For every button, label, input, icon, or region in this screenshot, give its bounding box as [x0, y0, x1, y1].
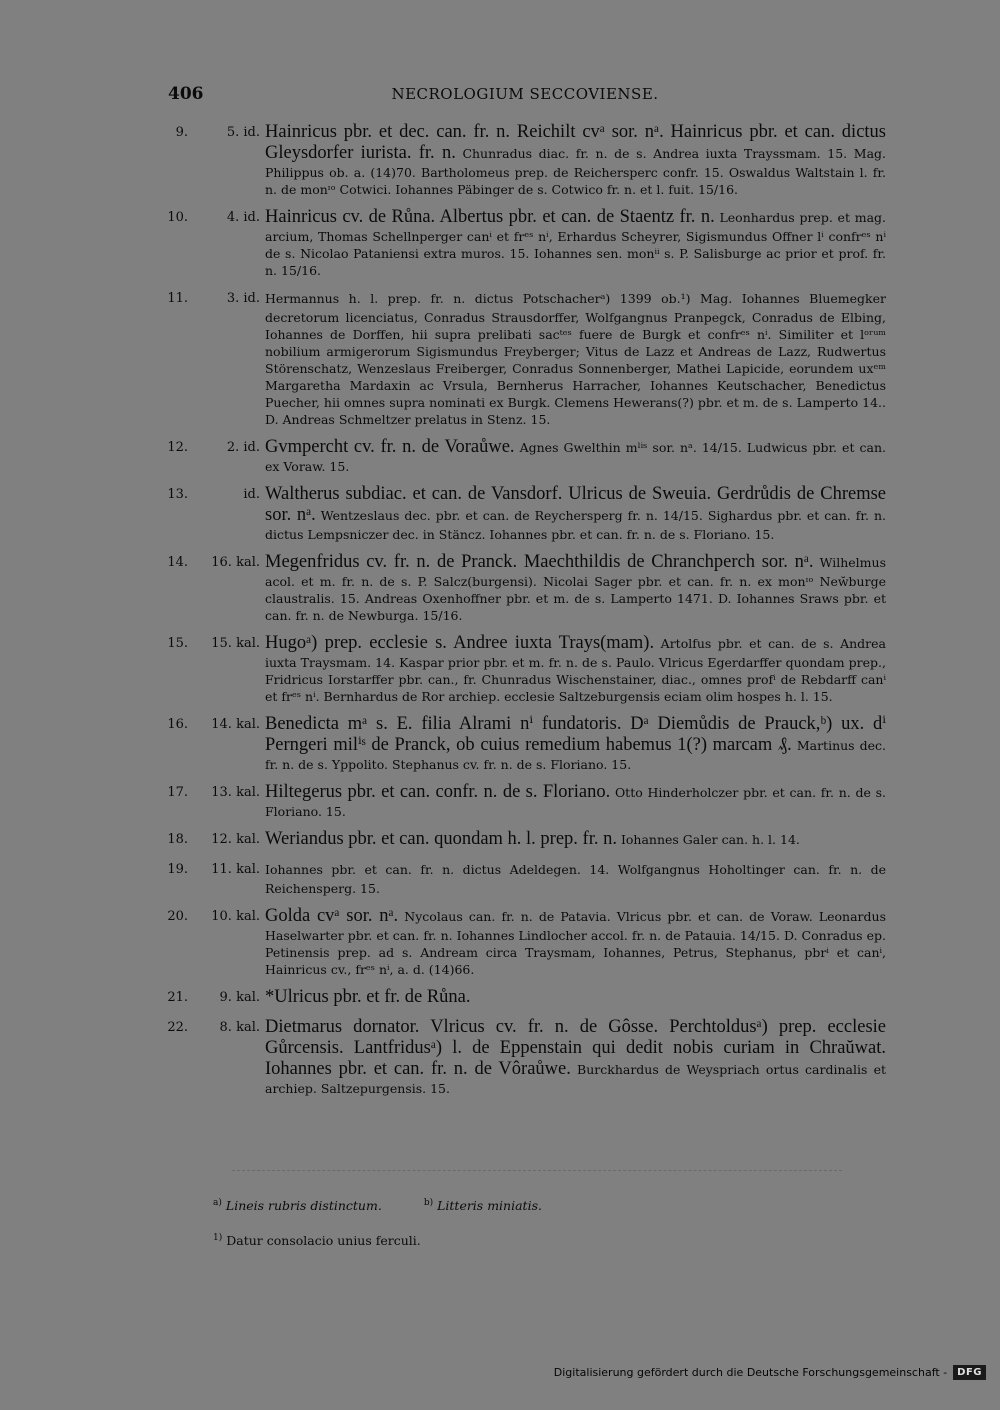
entry-original-text: Hiltegerus pbr. et can. confr. n. de s. Floriano. — [265, 782, 611, 802]
entry-row — [158, 782, 886, 820]
entry-later-additions: Otto Hinderholczer pbr. et can. fr. n. de s. Floriano. 15. — [265, 785, 886, 819]
entry-day-number: 11. — [167, 291, 188, 306]
entry-day-number: 20. — [167, 909, 188, 924]
entry-text — [265, 207, 886, 279]
entry-original-text: Gvmpercht cv. fr. n. de Voraůwe. — [265, 437, 515, 457]
entry-original-text: Hainricus pbr. et dec. can. fr. n. Reichilt cvᵃ sor. nᵃ. Hainricus pbr. et can. dictus Gleysdorfer iurista. fr. n. — [265, 122, 886, 163]
entry-row — [158, 633, 886, 705]
footnote-a-mark: a) — [213, 1198, 222, 1208]
dfg-credit-bar — [554, 1365, 986, 1380]
entry-original-text: Golda cvᵃ sor. nᵃ. — [265, 906, 399, 926]
entry-row — [158, 1017, 886, 1097]
entry-day-number: 12. — [167, 440, 188, 455]
entry-roman-date: 13. kal. — [211, 785, 260, 800]
footnote-a-text: Lineis rubris distinctum. — [225, 1198, 382, 1214]
entry-original-text: Weriandus pbr. et can. quondam h. l. prep. fr. n. — [265, 829, 617, 849]
entry-row — [158, 552, 886, 624]
entry-later-additions: Leonhardus prep. et mag. arcium, Thomas Schellnperger canⁱ et frᵉˢ nⁱ, Erhardus Scheyrer, Sigismundus Offner lⁱ confrᵉˢ nⁱ de s. Nicolao Pataniensi extra muros. 15. Iohannes sen. monⁱⁱ s. P. Salisburge ac prior et prof. fr. n. 15/16. — [265, 210, 886, 278]
entry-day-number: 13. — [167, 487, 188, 502]
entry-list — [158, 122, 886, 1106]
entry-later-additions: Artolfus pbr. et can. de s. Andrea iuxta Traysmam. 14. Kaspar prior pbr. et m. fr. n. de s. Paulo. Vlricus Egerdarffer quondam prep., Fridricus Iorstarffer pbr. can., fr. Chunradus Wischenstainer, diac., omnes profⁱ de Rebdarff canⁱ et frᵉˢ nⁱ. Bernhardus de Ror archiep. ecclesie Saltzeburgensis eciam olim hospes h. l. 15. — [265, 636, 886, 704]
entry-day-number: 9. — [175, 125, 188, 140]
entry-day-number: 15. — [167, 636, 188, 651]
footnote-1-mark: 1) — [213, 1233, 223, 1244]
entry-roman-date: 4. id. — [226, 210, 260, 225]
faint-divider — [232, 1170, 842, 1171]
entry-roman-date: id. — [243, 487, 260, 502]
entry-roman-date: 14. kal. — [211, 717, 260, 732]
footnote-1-text: Datur consolacio unius ferculi. — [226, 1233, 421, 1249]
entry-row — [158, 484, 886, 543]
footnote-b — [424, 1198, 542, 1213]
entry-original-text: Hainricus cv. de Růna. Albertus pbr. et can. de Staentz fr. n. — [265, 207, 715, 227]
entry-day-number: 22. — [167, 1020, 188, 1035]
entry-day-number: 16. — [167, 717, 188, 732]
entry-later-additions: Hermannus h. l. prep. fr. n. dictus Potschacherᵃ) 1399 ob.¹) Mag. Iohannes Bluemegker decretorum licenciatus, Conradus Strausdorffer, Wolfgangnus Pranpegck, Conradus de Elbing, Iohannes de Dorffen, hii supra prelibati sacᵗᵉˢ fuere de Burgk et confrᵉˢ nⁱ. Similiter et lᵒʳᵘᵐ nobilium armigerorum Sigismundus Freyberger; Vitus de Lazz et Andreas de Lazz, Rudwertus Störenschatz, Wenzeslaus Freiberger, Conradus Sonnenberger, Mathei Lapicide, eorundem uxᵉᵐ Margaretha Mardaxin ac Vrsula, Bernherus Harracher, Iohannes Keutschacher, Benedictus Puecher, hii omnes supra nominati ex Burgk. Clemens Hewerans(?) pbr. et m. de s. Lamperto 14.. D. Andreas Schmeltzer prelatus in Stenz. 15. — [265, 291, 886, 427]
entry-later-additions: Wilhelmus acol. et m. fr. n. de s. P. Salcz(burgensi). Nicolai Sager pbr. et can. fr. n. ex monᶦᵒ New̆burge claustralis. 15. Andreas Oxenhoffner pbr. et m. de s. Lamperto 1471. D. Iohannes Sraws pbr. et can. fr. n. de Newburga. 15/16. — [265, 555, 886, 623]
entry-original-text: Dietmarus dornator. Vlricus cv. fr. n. de Gôsse. Perchtoldusᵃ) prep. ecclesie Gůrcensis. Lantfridusᵃ) l. de Eppenstain qui dedit nobis curiam in Chraŭwat. Iohannes pbr. et can. fr. n. de Vôraůwe. — [265, 1017, 886, 1079]
entry-later-additions: Wentzeslaus dec. pbr. et can. de Reychersperg fr. n. 14/15. Sighardus pbr. et can. fr. n. dictus Lempsniczer dec. in Stäncz. Iohannes pbr. et can. fr. n. de s. Floriano. 15. — [265, 508, 886, 542]
entry-row — [158, 714, 886, 773]
entry-day-number: 19. — [167, 862, 188, 877]
entry-row — [158, 437, 886, 475]
entry-text — [265, 288, 886, 428]
entry-roman-date: 11. kal. — [211, 862, 260, 877]
entry-roman-date: 15. kal. — [211, 636, 260, 651]
entry-row — [158, 122, 886, 198]
footnote-row-letters — [213, 1198, 853, 1213]
entry-row — [158, 906, 886, 978]
entry-text — [265, 859, 886, 897]
entry-text — [265, 122, 886, 198]
entry-text — [265, 1017, 886, 1097]
entry-roman-date: 16. kal. — [211, 555, 260, 570]
entry-roman-date: 8. kal. — [219, 1020, 260, 1035]
entry-roman-date: 5. id. — [226, 125, 260, 140]
entry-original-text: Benedicta mᵃ s. E. filia Alrami nⁱ fundatoris. Dᵃ Diemůdis de Prauck,ᵇ) ux. dⁱ Perngeri milⁱˢ de Pranck, ob cuius remedium habemus 1(?) marcam ₰. — [265, 714, 886, 755]
entry-roman-date: 3. id. — [226, 291, 260, 306]
footnote-b-mark: b) — [423, 1198, 434, 1208]
entry-original-text: Megenfridus cv. fr. n. de Pranck. Maechthildis de Chranchperch sor. nᵃ. — [265, 552, 814, 572]
entry-later-additions: Martinus dec. fr. n. de s. Yppolito. Stephanus cv. fr. n. de s. Floriano. 15. — [265, 738, 886, 772]
page-number: 406 — [168, 84, 204, 104]
entry-day-number: 21. — [167, 990, 188, 1005]
entry-row — [158, 288, 886, 428]
running-head — [168, 84, 882, 108]
entry-later-additions: Agnes Gwelthin mˡⁱˢ sor. nᵃ. 14/15. Ludwicus pbr. et can. ex Voraw. 15. — [265, 440, 886, 474]
entry-row — [158, 859, 886, 897]
entry-text — [265, 437, 886, 475]
entry-text — [265, 987, 886, 1008]
entry-row — [158, 829, 886, 850]
entry-day-number: 18. — [167, 832, 188, 847]
entry-day-number: 17. — [167, 785, 188, 800]
entry-later-additions: Nycolaus can. fr. n. de Patavia. Vlricus pbr. et can. de Voraw. Leonardus Haselwarter pbr. et can. fr. n. Iohannes Lindlocher accol. fr. n. de Patauia. 14/15. D. Conradus ep. Petinensis prep. ad s. Andream circa Traysmam, Iohannes, Petrus, Stephanus, pbrⁱ et canⁱ, Hainricus cv., frᵉˢ nⁱ, a. d. (14)66. — [265, 909, 886, 977]
footnote-b-text: Litteris miniatis. — [437, 1198, 542, 1214]
entry-row — [158, 207, 886, 279]
page-title: NECROLOGIUM SECCOVIENSE. — [391, 85, 659, 103]
entry-original-text: Hugoᵃ) prep. ecclesie s. Andree iuxta Trays(mam). — [265, 633, 655, 653]
entry-text — [265, 484, 886, 543]
entry-text — [265, 633, 886, 705]
entry-original-text: *Ulricus pbr. et fr. de Růna. — [265, 987, 471, 1007]
dfg-credit-text: Digitalisierung gefördert durch die Deutsche Forschungsgemeinschaft - — [553, 1366, 948, 1379]
entry-later-additions: Iohannes pbr. et can. fr. n. dictus Adeldegen. 14. Wolfgangnus Hoholtinger can. fr. n. de Reichensperg. 15. — [265, 862, 886, 896]
entry-roman-date: 9. kal. — [219, 990, 260, 1005]
entry-later-additions: Chunradus diac. fr. n. de s. Andrea iuxta Trayssmam. 15. Mag. Philippus ob. a. (14)70. Bartholomeus prep. de Reichersperc confr. 15. Oswaldus Waltstain l. fr. n. de monᶦᵒ Cotwici. Iohannes Päbinger de s. Cotwico fr. n. et l. fuit. 15/16. — [265, 146, 886, 197]
entry-text — [265, 906, 886, 978]
entry-day-number: 10. — [167, 210, 188, 225]
footnote-a — [213, 1198, 382, 1213]
entry-roman-date: 2. id. — [226, 440, 260, 455]
entry-text — [265, 714, 886, 773]
footnote-1 — [213, 1233, 853, 1248]
entry-roman-date: 10. kal. — [211, 909, 260, 924]
footnotes — [213, 1198, 853, 1248]
entry-row — [158, 987, 886, 1008]
entry-text — [265, 552, 886, 624]
entry-text — [265, 829, 886, 850]
entry-later-additions: Iohannes Galer can. h. l. 14. — [616, 832, 800, 847]
entry-later-additions: Burckhardus de Weyspriach ortus cardinalis et archiep. Saltzepurgensis. 15. — [265, 1062, 886, 1096]
dfg-logo: DFG — [953, 1365, 986, 1380]
entry-original-text: Waltherus subdiac. et can. de Vansdorf. Ulricus de Sweuia. Gerdrůdis de Chremse sor. nᵃ. — [265, 484, 886, 525]
entry-text — [265, 782, 886, 820]
entry-day-number: 14. — [167, 555, 188, 570]
entry-roman-date: 12. kal. — [211, 832, 260, 847]
